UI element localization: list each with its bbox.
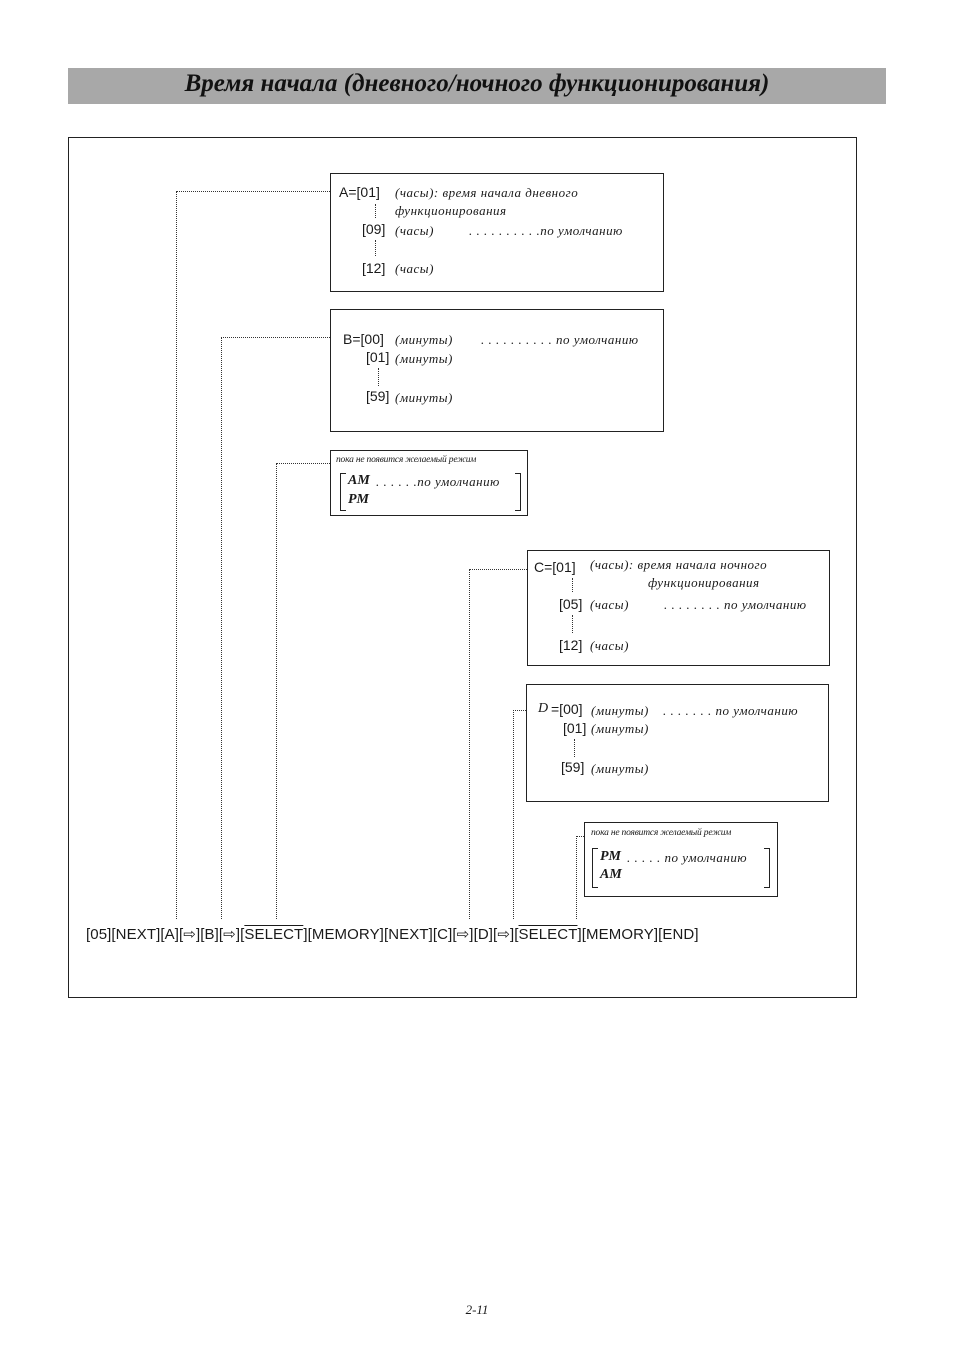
box-c-desc-3: (часы) [590, 597, 629, 612]
box-d-code-1: =[00] [551, 701, 583, 717]
page-title: Время начала (дневного/ночного функционирования) [184, 70, 770, 97]
right-arrow-icon: ⇨ [497, 926, 510, 943]
box-a-desc-1: (часы): время начала дневного [395, 185, 579, 200]
box-d-letter: D [538, 701, 549, 716]
right-arrow-icon: ⇨ [456, 926, 470, 943]
box-b-code-3: [59] [366, 388, 390, 404]
cmd-part-1: [05][NEXT][A][ [86, 926, 184, 943]
connector-a [176, 191, 177, 919]
box-d-desc-2: (минуты) [591, 721, 649, 736]
box-b [330, 309, 664, 432]
box-c-code-1: C=[01] [534, 559, 576, 575]
cmd-part-5: ][D][ [469, 926, 498, 943]
command-sequence [86, 925, 699, 943]
box-a-desc-3: (часы) [395, 223, 434, 238]
box-ampm-2-caption: пока не появится желаемый режим [591, 828, 732, 838]
connector-d [513, 710, 514, 919]
box-d-code-2: [01] [563, 720, 587, 736]
connector-select1-h [276, 463, 330, 464]
box-b-code-2: [01] [366, 349, 390, 365]
box-ampm-1-caption: пока не появится желаемый режим [336, 455, 477, 465]
connector-select2 [576, 836, 577, 919]
cmd-part-3: ][ [235, 926, 245, 943]
box-ampm-1-default: . . . . . .по умолчанию [376, 474, 500, 489]
box-b-desc-1: (минуты) [395, 332, 453, 347]
box-a-code-3: [09] [362, 221, 386, 237]
box-b-desc-3: (минуты) [395, 390, 453, 405]
box-ampm-2-default: . . . . . по умолчанию [627, 850, 747, 865]
connector-select2-h [576, 836, 584, 837]
cmd-select-1: SELECT [244, 926, 304, 943]
right-arrow-icon: ⇨ [183, 926, 196, 943]
box-a-desc-4: (часы) [395, 261, 434, 276]
box-b-desc-2: (минуты) [395, 351, 453, 366]
connector-b [221, 337, 222, 919]
box-ampm-1-second: PM [348, 492, 369, 507]
box-a-code-4: [12] [362, 260, 386, 276]
box-ampm-1-first: AM [348, 473, 370, 488]
page-number: 2-11 [465, 1302, 489, 1317]
title-bar [68, 68, 886, 104]
box-d-default-1: . . . . . . . по умолчанию [663, 703, 798, 718]
connector-d-h [513, 710, 526, 711]
box-a-desc-2: функционирования [395, 203, 507, 218]
box-ampm-2-first: PM [600, 849, 621, 864]
box-c [527, 550, 830, 666]
right-arrow-icon: ⇨ [223, 926, 236, 943]
connector-a-h [176, 191, 330, 192]
box-ampm-2-second: AM [600, 867, 622, 882]
box-d [526, 684, 829, 802]
connector-select1 [276, 463, 277, 919]
box-c-default-3: . . . . . . . . по умолчанию [664, 597, 807, 612]
cmd-select-2: SELECT [518, 926, 578, 943]
box-ampm-1 [330, 450, 528, 516]
box-a-code-1: A=[01] [339, 184, 380, 200]
cmd-part-6: ][ [509, 926, 519, 943]
connector-b-h [221, 337, 330, 338]
connector-c-h [469, 569, 527, 570]
box-d-desc-3: (минуты) [591, 761, 649, 776]
box-c-code-3: [05] [559, 596, 583, 612]
box-b-default-1: . . . . . . . . . . по умолчанию [481, 332, 639, 347]
cmd-part-7: ][MEMORY][END] [577, 926, 699, 943]
box-b-code-1: B=[00] [343, 331, 384, 347]
box-ampm-2 [584, 822, 778, 897]
box-c-desc-2: функционирования [648, 575, 760, 590]
cmd-part-2: ][B][ [195, 926, 224, 943]
connector-c [469, 569, 470, 919]
box-c-desc-4: (часы) [590, 638, 629, 653]
box-a-default-3: . . . . . . . . . .по умолчанию [469, 223, 623, 238]
box-c-desc-1: (часы): время начала ночного [590, 557, 768, 572]
box-a [330, 173, 664, 292]
box-d-code-3: [59] [561, 759, 585, 775]
box-c-code-4: [12] [559, 637, 583, 653]
cmd-part-4: ][MEMORY][NEXT][C][ [303, 926, 457, 943]
box-d-desc-1: (минуты) [591, 703, 649, 718]
